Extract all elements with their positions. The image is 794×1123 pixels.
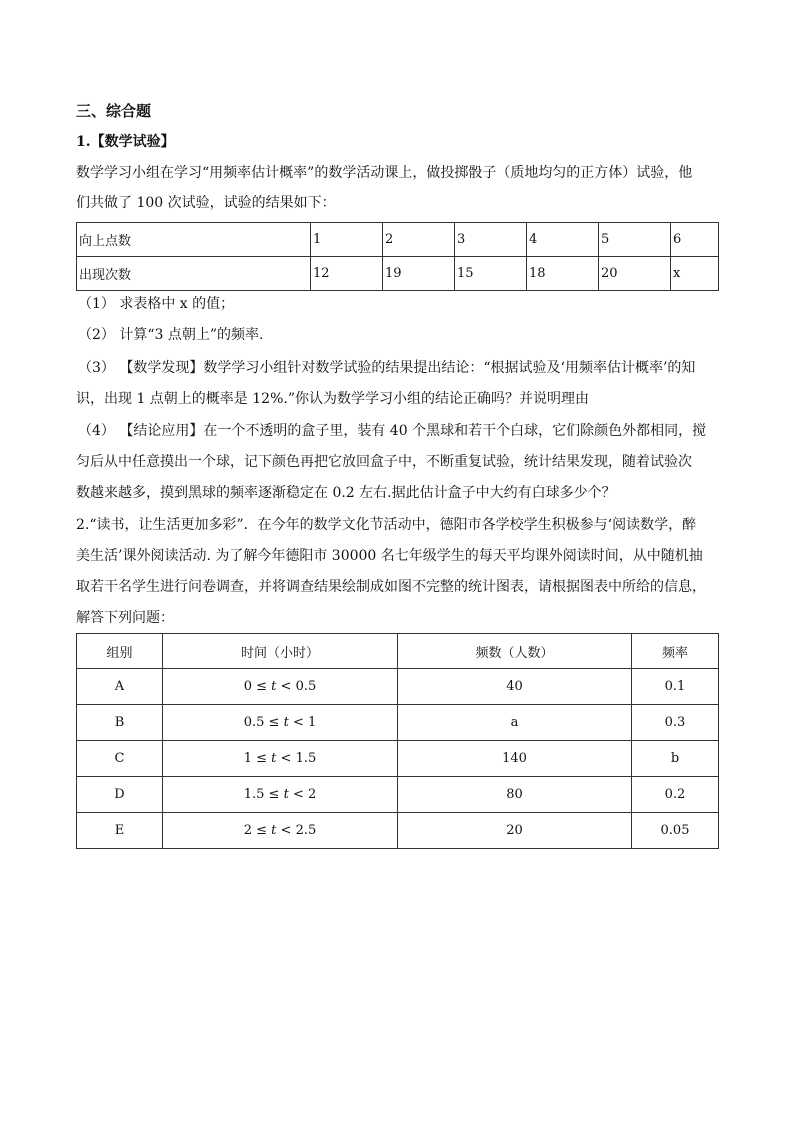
time-range-cell: 0 ≤ t < 0.5 [163,669,398,705]
q1-intro-line-2: 们共做了 100 次试验，试验的结果如下： [76,195,336,211]
count-cell: 40 [398,669,632,705]
header-group: 组别 [77,634,163,669]
count-cell: x [671,257,719,291]
q1-sub-4-line-1: （4） 【结论应用】在一个不透明的盒子里，装有 40 个黑球和若干个白球，它们除颜色外都相同，搅 [78,423,707,439]
q1-heading: 1.【数学试验】 [76,134,175,150]
frequency-cell: 0.1 [632,669,719,705]
count-cell: 18 [527,257,599,291]
header-count: 频数（人数） [398,634,632,669]
q1-sub-4-line-3: 数越来越多，摸到黑球的频率逐渐稳定在 0.2 左右.据此估计盒子中大约有白球多少个？ [76,485,616,501]
table-row [77,813,719,849]
face-cell: 4 [527,223,599,257]
count-cell: 15 [455,257,527,291]
group-cell: D [77,777,163,813]
row-label-count: 出现次数 [77,257,311,291]
header-frequency: 频率 [632,634,719,669]
q1-sub-2: （2） 计算“3 点朝上”的频率. [78,327,264,343]
table-row [77,741,719,777]
q1-sub-1: （1） 求表格中 x 的值； [78,296,235,312]
frequency-cell: 0.05 [632,813,719,849]
q1-sub-4-line-2: 匀后从中任意摸出一个球，记下颜色再把它放回盒子中，不断重复试验，统计结果发现，随着试验次 [76,454,692,470]
dice-results-table [76,222,719,291]
q2-line-4: 解答下列问题： [76,610,174,626]
count-cell: a [398,705,632,741]
count-cell: 80 [398,777,632,813]
time-range-cell: 1 ≤ t < 1.5 [163,741,398,777]
q2-line-2: 美生活’课外阅读活动. 为了解今年德阳市 30000 名七年级学生的每天平均课外阅读时间，从中随机抽 [76,548,703,564]
table-header-row [77,634,719,669]
table-row [77,777,719,813]
count-cell: 20 [599,257,671,291]
group-cell: B [77,705,163,741]
table-row [77,223,719,257]
group-cell: E [77,813,163,849]
q1-sub-3-line-2: 识，出现 1 点朝上的概率是 12%.”你认为数学学习小组的结论正确吗？并说明理由 [76,391,589,407]
count-cell: 140 [398,741,632,777]
header-time: 时间（小时） [163,634,398,669]
time-range-cell: 0.5 ≤ t < 1 [163,705,398,741]
group-cell: A [77,669,163,705]
reading-time-table [76,633,719,849]
face-cell: 2 [383,223,455,257]
table-row [77,669,719,705]
section-title: 三、综合题 [76,102,152,120]
q1-intro-line-1: 数学学习小组在学习“用频率估计概率”的数学活动课上，做投掷骰子（质地均匀的正方体）试验，他 [76,165,693,181]
time-range-cell: 1.5 ≤ t < 2 [163,777,398,813]
frequency-cell: 0.3 [632,705,719,741]
count-cell: 19 [383,257,455,291]
q2-line-3: 取若干名学生进行问卷调查，并将调查结果绘制成如图不完整的统计图表，请根据图表中所给的信息， [76,579,706,595]
time-range-cell: 2 ≤ t < 2.5 [163,813,398,849]
face-cell: 1 [311,223,383,257]
q1-sub-3-line-1: （3） 【数学发现】数学学习小组针对数学试验的结果提出结论：“根据试验及‘用频率估计概率’的知 [78,360,696,376]
table-row [77,257,719,291]
row-label-face: 向上点数 [77,223,311,257]
group-cell: C [77,741,163,777]
frequency-cell: b [632,741,719,777]
table-row [77,705,719,741]
count-cell: 12 [311,257,383,291]
frequency-cell: 0.2 [632,777,719,813]
face-cell: 6 [671,223,719,257]
q2-line-1: 2.“读书，让生活更加多彩”．在今年的数学文化节活动中，德阳市各学校学生积极参与‘阅读数学，醉 [76,517,697,533]
face-cell: 3 [455,223,527,257]
count-cell: 20 [398,813,632,849]
face-cell: 5 [599,223,671,257]
